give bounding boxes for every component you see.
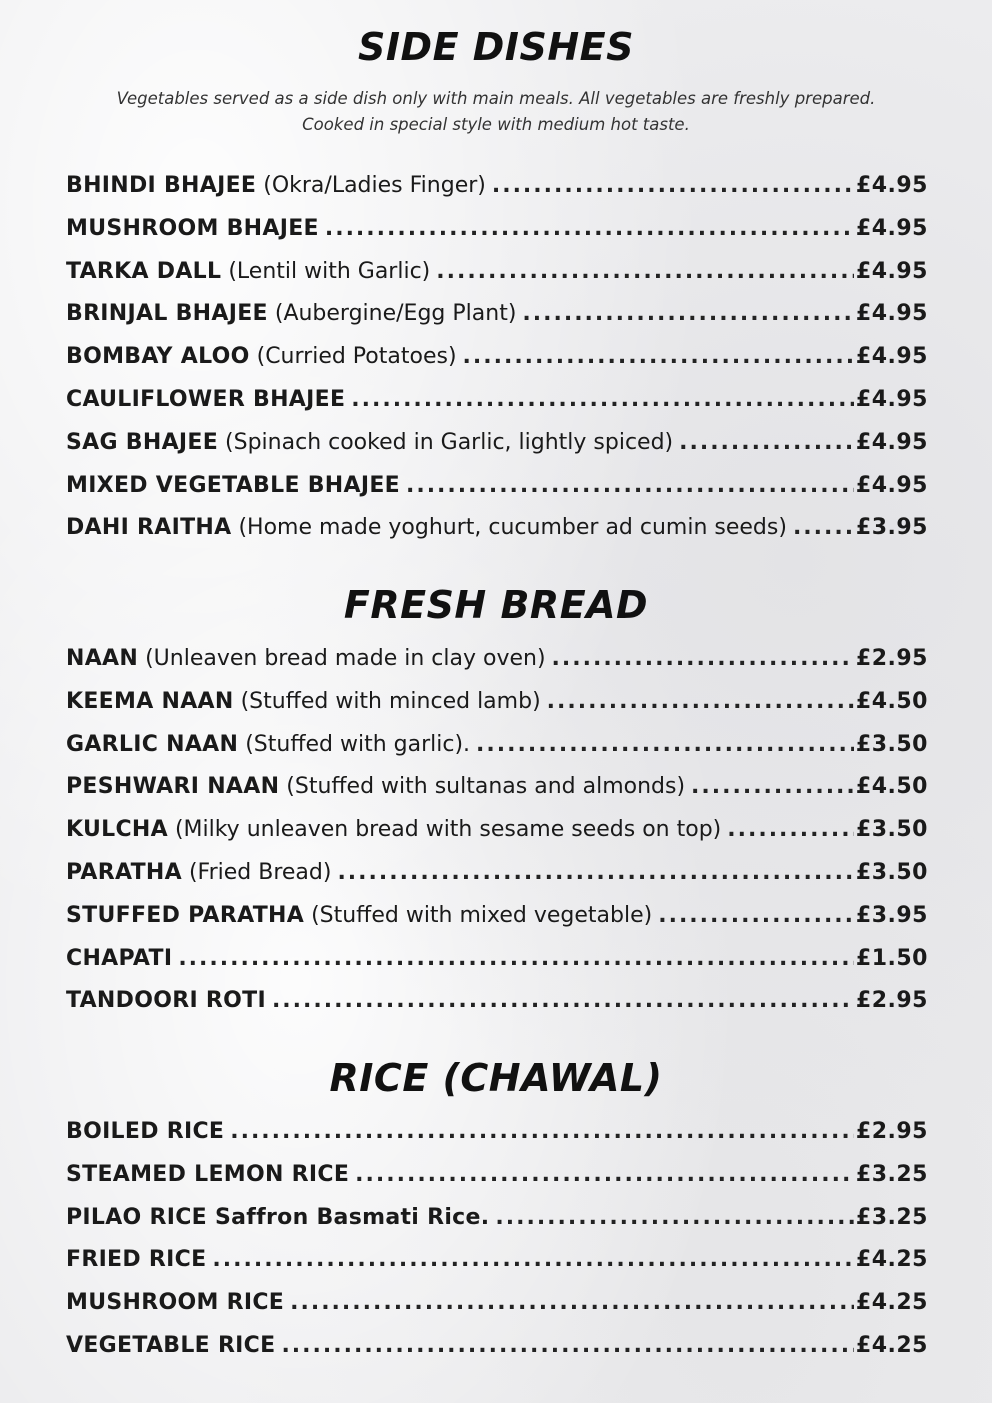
menu-item-price: £4.95 xyxy=(855,258,928,284)
menu-item-price: £4.50 xyxy=(855,774,928,800)
menu-item-description: (Home made yoghurt, cucumber ad cumin seeds) xyxy=(238,515,787,541)
dot-leader xyxy=(337,852,853,895)
menu-item-price: £4.95 xyxy=(855,429,928,455)
menu-item-description: (Unleaven bread made in clay oven) xyxy=(145,646,546,671)
dot-leader xyxy=(492,165,854,208)
side-dishes-note-line-2: Cooked in special style with medium hot taste. xyxy=(302,115,690,134)
dot-leader xyxy=(436,251,854,294)
menu-item xyxy=(66,1111,928,1154)
menu-item-price: £1.50 xyxy=(855,945,928,971)
menu-item xyxy=(66,809,928,852)
menu-item-name: SAG BHAJEE xyxy=(66,429,219,455)
menu-item-price: £2.95 xyxy=(855,988,928,1014)
menu-item xyxy=(66,724,928,767)
menu-item xyxy=(66,1325,928,1368)
menu-item-description: (Milky unleaven bread with sesame seeds on top) xyxy=(174,817,722,843)
dot-leader xyxy=(547,681,854,724)
menu-item-description: (Stuffed with garlic). xyxy=(245,731,471,757)
rice-list xyxy=(66,1111,928,1368)
menu-item-price: £4.95 xyxy=(855,301,928,327)
menu-item-name: BHINDI BHAJEE xyxy=(66,173,257,198)
menu-item-price: £4.95 xyxy=(855,386,928,412)
menu-item xyxy=(66,895,928,938)
dot-leader xyxy=(281,1325,853,1368)
menu-item-price: £4.25 xyxy=(855,1332,928,1358)
menu-item-name: PESHWARI NAAN xyxy=(66,774,280,800)
menu-item xyxy=(66,293,928,336)
menu-item-description: (Spinach cooked in Garlic, lightly spiced) xyxy=(225,429,674,455)
menu-item-price: £4.95 xyxy=(855,472,928,498)
fresh-bread-list xyxy=(66,638,928,1023)
menu-item xyxy=(66,507,928,550)
menu-item-price: £3.95 xyxy=(855,902,928,928)
dot-leader xyxy=(727,809,854,852)
menu-item-price: £4.95 xyxy=(855,173,928,198)
menu-item-name: BRINJAL BHAJEE xyxy=(66,301,268,327)
side-dishes-note-line-1: Vegetables served as a side dish only with main meals. All vegetables are freshly prepared. xyxy=(116,89,876,108)
dot-leader xyxy=(522,293,854,336)
menu-item-price: £4.95 xyxy=(855,344,928,370)
dot-leader xyxy=(212,1239,854,1282)
side-dishes-title: SIDE DISHES xyxy=(358,25,634,69)
menu-item-description: (Stuffed with minced lamb) xyxy=(240,688,541,714)
dot-leader xyxy=(355,1154,854,1197)
menu-item-price: £4.95 xyxy=(855,215,928,241)
dot-leader xyxy=(658,895,854,938)
dot-leader xyxy=(552,638,854,681)
menu-item xyxy=(66,638,928,681)
dot-leader xyxy=(691,766,854,809)
menu-item-price: £4.50 xyxy=(855,688,928,714)
menu-item-name: DAHI RAITHA xyxy=(66,515,232,541)
dot-leader xyxy=(178,938,854,981)
menu-item-description: (Aubergine/Egg Plant) xyxy=(274,301,517,327)
dot-leader xyxy=(476,724,854,767)
menu-item-name: STUFFED PARATHA xyxy=(66,902,305,928)
dot-leader xyxy=(351,379,854,422)
menu-item xyxy=(66,852,928,895)
dot-leader xyxy=(272,980,854,1023)
menu-item-description: (Stuffed with sultanas and almonds) xyxy=(286,774,686,800)
menu-item xyxy=(66,1197,928,1240)
menu-item-price: £3.25 xyxy=(855,1204,928,1230)
menu-item-name: PILAO RICE Saffron Basmati Rice. xyxy=(66,1204,490,1230)
menu-item xyxy=(66,766,928,809)
menu-item xyxy=(66,208,928,251)
menu-item-name: VEGETABLE RICE xyxy=(66,1332,276,1358)
menu-item-price: £3.95 xyxy=(855,515,928,541)
menu-item xyxy=(66,165,928,208)
menu-item-name: MUSHROOM RICE xyxy=(66,1290,285,1316)
rice-title: RICE (CHAWAL) xyxy=(329,1056,663,1100)
menu-item-description: (Stuffed with mixed vegetable) xyxy=(311,902,653,928)
dot-leader xyxy=(325,208,854,251)
menu-item xyxy=(66,1239,928,1282)
dot-leader xyxy=(679,422,854,465)
dot-leader xyxy=(406,465,854,508)
dot-leader xyxy=(230,1111,854,1154)
menu-item-name: STEAMED LEMON RICE xyxy=(66,1161,350,1187)
menu-item-name: TARKA DALL xyxy=(66,258,222,284)
menu-item-name: BOILED RICE xyxy=(66,1119,225,1144)
menu-item-name: KEEMA NAAN xyxy=(66,688,234,714)
menu-item-name: FRIED RICE xyxy=(66,1247,207,1273)
menu-item xyxy=(66,1282,928,1325)
menu-item xyxy=(66,379,928,422)
menu-item xyxy=(66,422,928,465)
menu-item-name: KULCHA xyxy=(66,817,168,843)
menu-item-name: MUSHROOM BHAJEE xyxy=(66,215,319,241)
menu-item xyxy=(66,1154,928,1197)
menu-item-price: £3.50 xyxy=(855,817,928,843)
menu-item-description: (Fried Bread) xyxy=(188,859,332,885)
menu-item xyxy=(66,251,928,294)
menu-item-price: £4.25 xyxy=(855,1247,928,1273)
menu-item-description: (Lentil with Garlic) xyxy=(228,258,431,284)
menu-item-price: £3.50 xyxy=(855,731,928,757)
side-dishes-note xyxy=(0,86,992,138)
menu-item xyxy=(66,336,928,379)
menu-item-description: (Okra/Ladies Finger) xyxy=(263,173,486,198)
menu-item-name: CHAPATI xyxy=(66,945,173,971)
menu-item-description: (Curried Potatoes) xyxy=(256,344,457,370)
menu-item-name: MIXED VEGETABLE BHAJEE xyxy=(66,472,400,498)
menu-item xyxy=(66,465,928,508)
dot-leader xyxy=(463,336,854,379)
menu-item-price: £2.95 xyxy=(855,646,928,671)
dot-leader xyxy=(495,1197,854,1240)
fresh-bread-title: FRESH BREAD xyxy=(343,583,649,627)
menu-item-price: £3.25 xyxy=(855,1161,928,1187)
menu-item xyxy=(66,980,928,1023)
menu-item-name: TANDOORI ROTI xyxy=(66,988,266,1014)
menu-item xyxy=(66,938,928,981)
menu-item-name: PARATHA xyxy=(66,859,182,885)
menu-item-name: GARLIC NAAN xyxy=(66,731,239,757)
menu-item-name: CAULIFLOWER BHAJEE xyxy=(66,386,346,412)
menu-item-name: NAAN xyxy=(66,646,139,671)
side-dishes-list xyxy=(66,165,928,550)
menu-item xyxy=(66,681,928,724)
menu-item-price: £4.25 xyxy=(855,1290,928,1316)
menu-item-price: £2.95 xyxy=(855,1119,928,1144)
menu-item-price: £3.50 xyxy=(855,859,928,885)
dot-leader xyxy=(290,1282,854,1325)
menu-item-name: BOMBAY ALOO xyxy=(66,344,250,370)
dot-leader xyxy=(793,507,854,550)
